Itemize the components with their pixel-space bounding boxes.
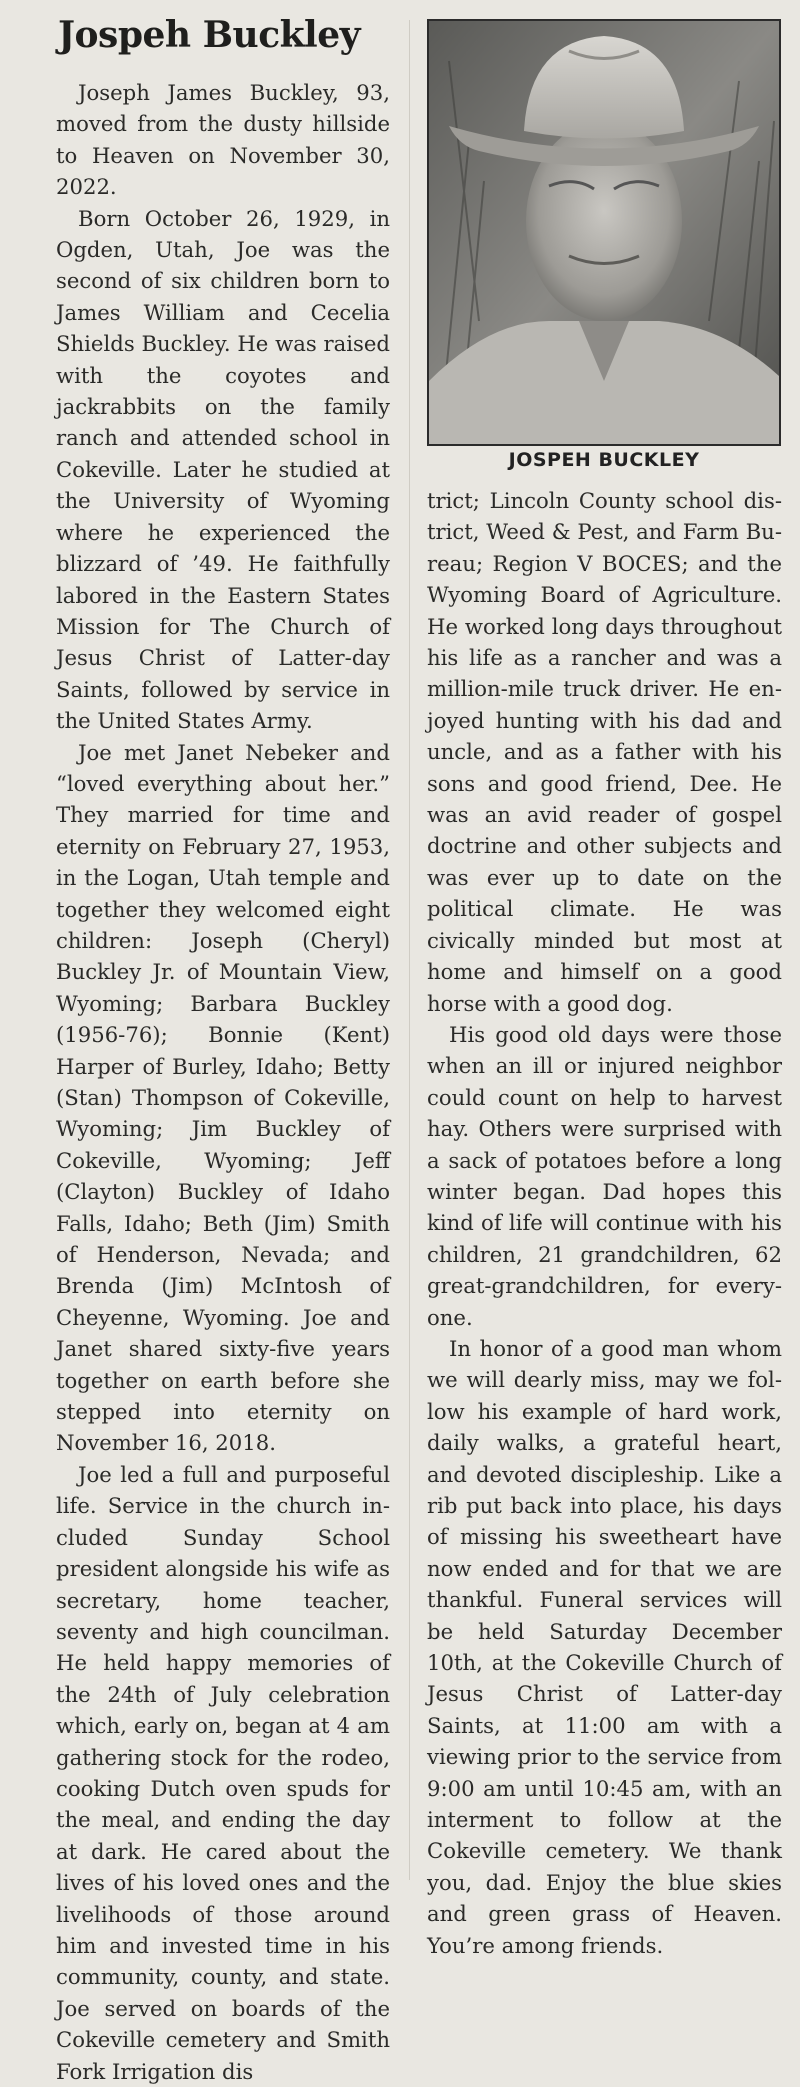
- portrait-photo: [427, 19, 781, 446]
- column-divider: [409, 20, 410, 1880]
- obituary-title: Jospeh Buckley: [58, 14, 361, 56]
- photo-caption: JOSPEH BUCKLEY: [508, 449, 700, 471]
- right-column: [427, 485, 782, 1961]
- paragraph-good-old-days: His good old days were those when an ill or injured neighbor could count on help to harvest hay. Others were surprised with a sack of potatoes before a long winter began. Dad hopes this kind of life will continue with his children, 21 grandchildren, 62 great-grandchildren, for everyone.: [427, 1021, 782, 1330]
- paragraph-service-continued: trict; Lincoln County school district, Weed & Pest, and Farm Bureau; Region V BOCES; and the Wyoming Board of Agriculture. He worked long days throughout his life as a rancher and was a million-mile truck driver. He enjoyed hunting with his dad and uncle, and as a father with his sons and good friend, Dee. He was an avid reader of gospel doctrine and other subjects and was ever up to date on the political climate. He was civically minded but most at home and himself on a good horse with a good dog.: [427, 488, 782, 1016]
- paragraph-funeral: In honor of a good man whom we will dearly miss, may we follow his example of hard work, daily walks, a grateful heart, and devoted discipleship. Like a rib put back into place, his days of missing his sweetheart have now ended and for that we are thankful. Funeral services will be held Saturday December 10th, at the Cokeville Church of Jesus Christ of Latter-day Saints, at 11:00 am with a viewing prior to the service from 9:00 am until 10:45 am, with an interment to follow at the Cokeville cemetery. We thank you, dad. Enjoy the blue skies and green grass of Heaven. You’re among friends.: [427, 1335, 782, 1958]
- left-column: [56, 77, 390, 2087]
- paragraph-intro: Joseph James Buckley, 93, moved from the dusty hillside to Heaven on November 30, 2022.: [56, 80, 390, 200]
- paragraph-marriage-family: Joe met Janet Nebeker and “loved everything about her.” They married for time and eternity on February 27, 1953, in the Logan, Utah temple and together they welcomed eight children: Joseph (Cheryl) Buckley Jr. of Mountain View, Wyoming; Barbara Buckley (1956-76); Bonnie (Kent) Harper of Burley, Idaho; Betty (Stan) Thompson of Cokeville, Wyoming; Jim Buckley of Cokeville, Wyoming; Jeff (Clayton) Buckley of Idaho Falls, Idaho; Beth (Jim) Smith of Henderson, Nevada; and Brenda (Jim) McIntosh of Cheyenne, Wyoming. Joe and Janet shared sixty-five years together on earth before she stepped into eternity on November 16, 2018.: [56, 739, 390, 1456]
- paragraph-service: Joe led a full and purposeful life. Service in the church included Sunday School president alongside his wife as secretary, home teacher, seventy and high councilman. He held happy memories of the 24th of July celebration which, early on, began at 4 am gathering stock for the rodeo, cooking Dutch oven spuds for the meal, and ending the day at dark. He cared about the lives of his loved ones and the livelihoods of those around him and invested time in his community, county, and state. Joe served on boards of the Cokeville cemetery and Smith Fork Irrigation dis: [56, 1461, 390, 2084]
- paragraph-early-life: Born October 26, 1929, in Ogden, Utah, Joe was the second of six children born to James William and Cecelia Shields Buckley. He was raised with the coyotes and jackrabbits on the family ranch and attended school in Cokeville. Later he studied at the University of Wyoming where he experienced the blizzard of ’49. He faithfully labored in the Eastern States Mission for The Church of Jesus Christ of Latter-day Saints, followed by service in the United States Army.: [56, 205, 390, 734]
